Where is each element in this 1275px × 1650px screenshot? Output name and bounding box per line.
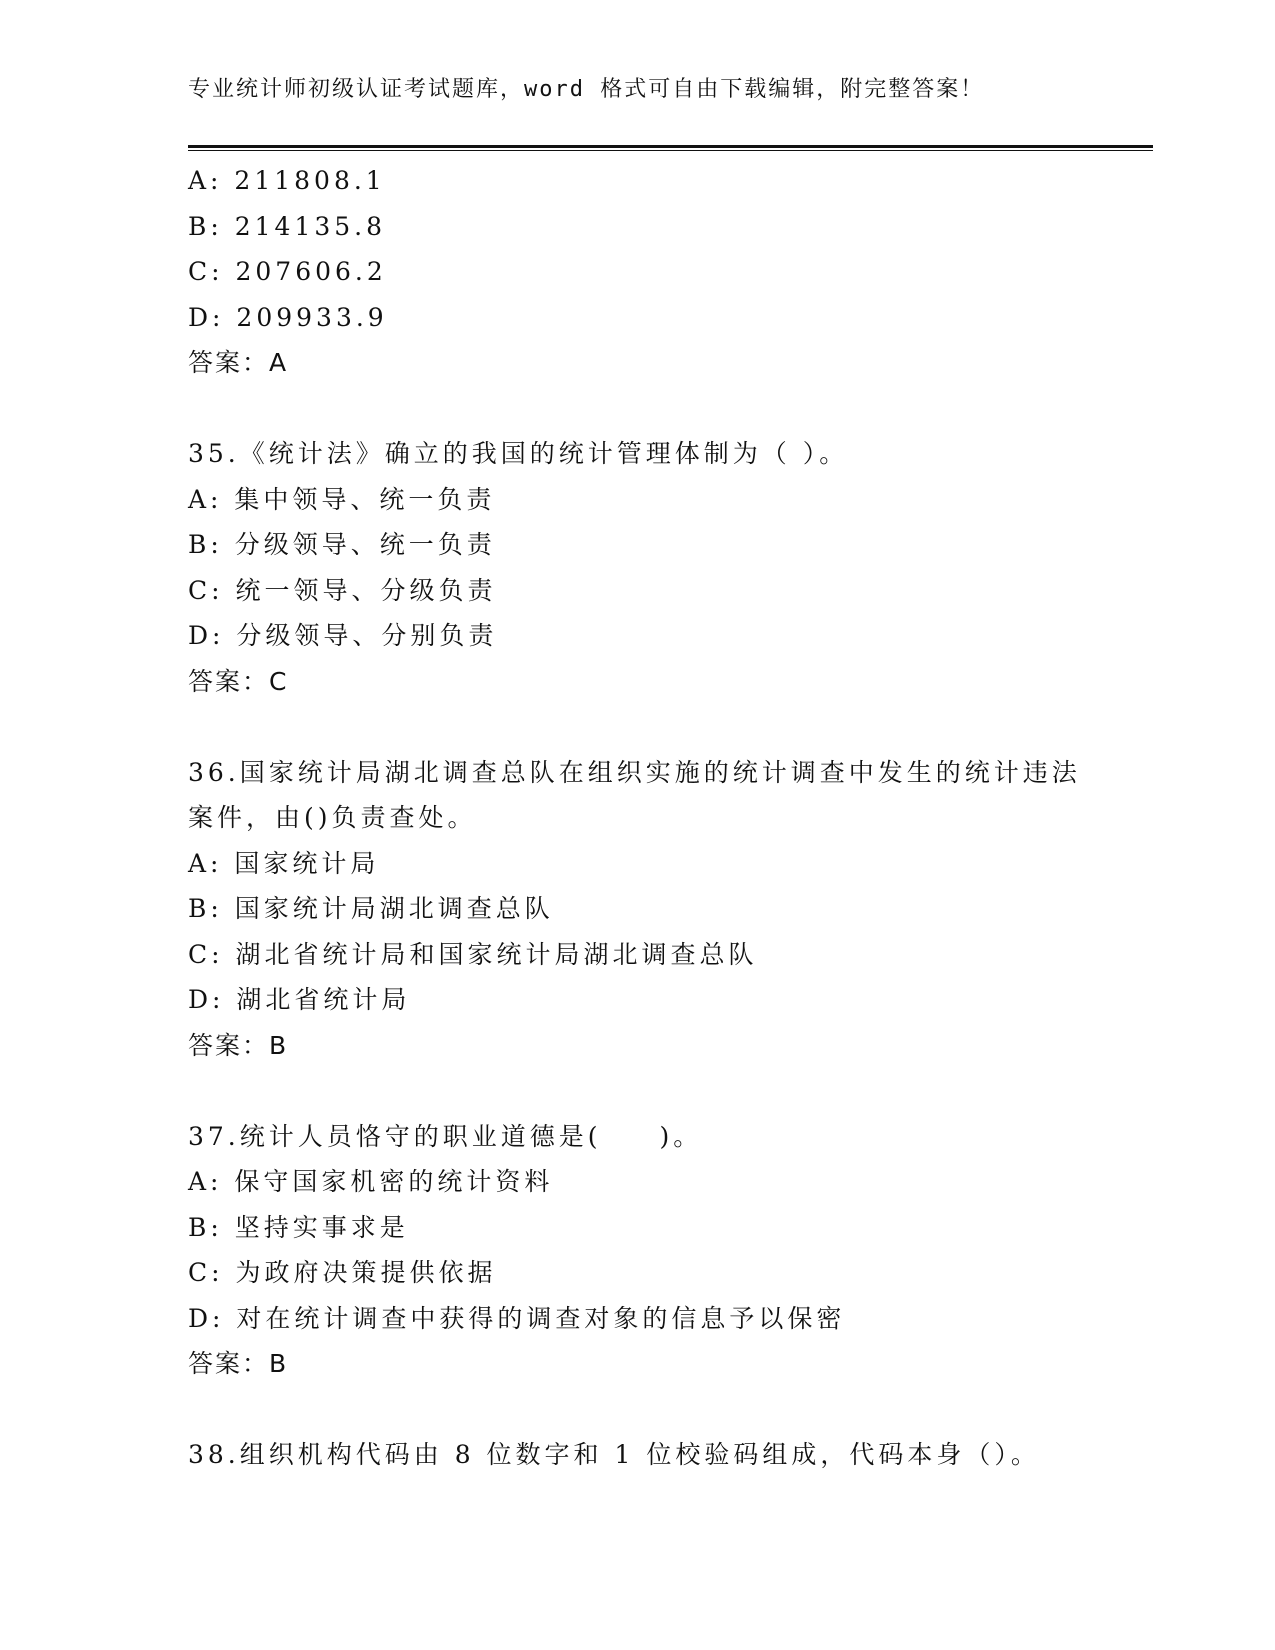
option-c: C: 统一领导、分级负责 (188, 575, 497, 605)
spacer (188, 1387, 1088, 1433)
question-stem: 38.组织机构代码由 8 位数字和 1 位校验码组成，代码本身（）。 (188, 1440, 1040, 1469)
question-content (188, 158, 1088, 1478)
option-c: C: 为政府决策提供依据 (188, 1258, 497, 1287)
option-c: C: 207606.2 (188, 257, 387, 286)
answer: 答案：A (188, 348, 289, 377)
spacer (188, 386, 1088, 432)
option-d: D: 209933.9 (188, 302, 388, 332)
option-a: A: 保守国家机密的统计资料 (188, 1167, 554, 1196)
answer: 答案：B (188, 1349, 289, 1378)
option-b: B: 214135.8 (188, 211, 387, 241)
option-d: D: 对在统计调查中获得的调查对象的信息予以保密 (188, 1303, 846, 1333)
option-b: B: 国家统计局湖北调查总队 (188, 894, 554, 923)
option-b: B: 坚持实事求是 (188, 1212, 409, 1242)
option-b: B: 分级领导、统一负责 (188, 530, 496, 559)
header-divider-thin (188, 150, 1153, 151)
option-a: A: 集中领导、统一负责 (188, 484, 496, 514)
option-a: A: 国家统计局 (188, 848, 380, 878)
option-c: C: 湖北省统计局和国家统计局湖北调查总队 (188, 939, 758, 969)
option-d: D: 分级领导、分别负责 (188, 621, 498, 650)
spacer (188, 1068, 1088, 1114)
page-header: 专业统计师初级认证考试题库，word 格式可自由下载编辑，附完整答案！ (188, 77, 985, 102)
header-divider-thick (188, 145, 1153, 148)
question-stem-line2: 案件，由()负责查处。 (188, 803, 477, 832)
question-stem: 37.统计人员恪守的职业道德是( )。 (188, 1121, 703, 1151)
question-stem: 35.《统计法》确立的我国的统计管理体制为（ ）。 (188, 439, 849, 468)
spacer (188, 704, 1088, 750)
answer: 答案：B (188, 1030, 289, 1060)
option-a: A: 211808.1 (188, 166, 386, 195)
question-stem-line1: 36.国家统计局湖北调查总队在组织实施的统计调查中发生的统计违法 (188, 757, 1081, 787)
answer: 答案：C (188, 666, 289, 696)
option-d: D: 湖北省统计局 (188, 985, 411, 1014)
